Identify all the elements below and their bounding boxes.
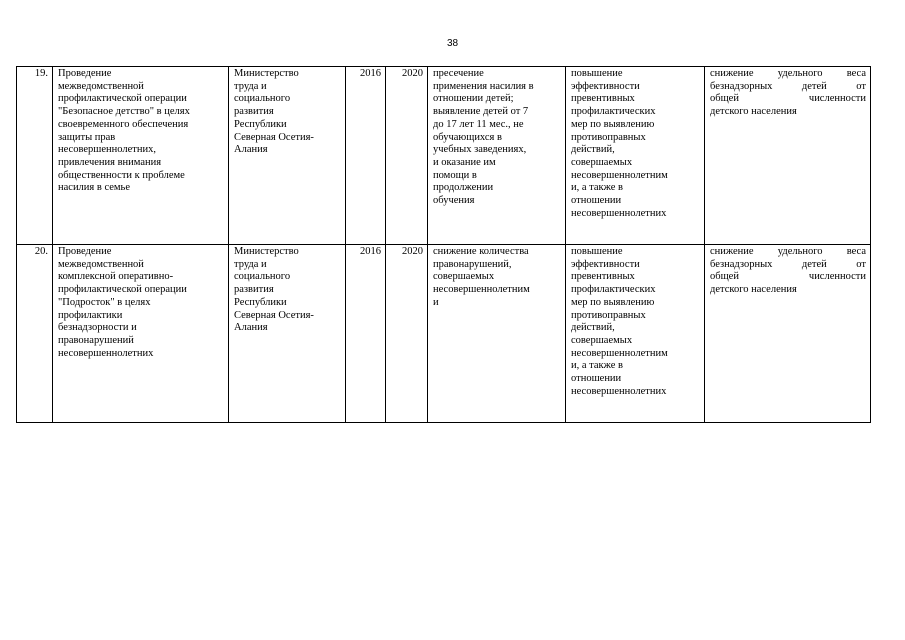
cell-line: безнадзорных детей от xyxy=(710,258,866,270)
cell-line: своевременного обеспечения xyxy=(58,118,189,130)
cell-line: противоправных xyxy=(571,309,646,321)
cell-line: несовершеннолетним xyxy=(433,284,530,296)
cell-line: Алания xyxy=(234,144,268,156)
cell-line: учебных заведениях, xyxy=(433,144,527,156)
cell-line: социального xyxy=(234,271,291,283)
cell-line: Министерство xyxy=(234,68,299,79)
cell-line: и оказание им xyxy=(433,156,496,168)
expected-result-cell xyxy=(428,245,566,423)
cell-line: профилактической операции xyxy=(58,93,187,105)
executor-cell xyxy=(229,245,346,423)
indicator-cell xyxy=(705,67,871,245)
cell-line: "Подросток" в целях xyxy=(58,296,151,308)
cell-line: Северная Осетия- xyxy=(234,309,314,321)
cell-line: и xyxy=(433,296,439,308)
cell-line: обучения xyxy=(433,195,475,207)
page-number: 38 xyxy=(446,38,459,49)
cell-line: несовершеннолетних, xyxy=(58,144,156,156)
cell-line: применения насилия в xyxy=(433,80,534,92)
cell-line: защиты прав xyxy=(58,131,116,143)
cell-line: и, а также в xyxy=(571,182,623,194)
cell-line: помощи в xyxy=(433,169,477,181)
cell-line: эффективности xyxy=(571,80,640,92)
cell-line: развития xyxy=(234,284,274,296)
cell-line: профилактической операции xyxy=(58,284,187,296)
cell-line: профилактики xyxy=(58,309,123,321)
row-number-cell: 20. xyxy=(17,245,53,423)
effect-cell xyxy=(566,245,705,423)
cell-line: действий, xyxy=(571,144,615,156)
cell-line: насилия в семье xyxy=(58,182,130,194)
cell-line: труда и xyxy=(234,258,267,270)
cell-line: безнадзорных детей от xyxy=(710,80,866,92)
cell-line: совершаемых xyxy=(433,271,495,283)
cell-line: несовершеннолетним xyxy=(571,169,668,181)
cell-line: привлечения внимания xyxy=(58,156,162,168)
cell-line: труда и xyxy=(234,80,267,92)
cell-line: мер по выявлению xyxy=(571,118,655,130)
cell-line: профилактических xyxy=(571,284,656,296)
cell-line: социального xyxy=(234,93,291,105)
cell-line: снижение удельного веса xyxy=(710,68,866,79)
cell-line: снижение удельного веса xyxy=(710,246,866,257)
cell-line: выявление детей от 7 xyxy=(433,106,529,118)
program-table xyxy=(16,66,871,423)
table-row xyxy=(17,245,871,423)
cell-line: до 17 лет 11 мес., не xyxy=(433,118,524,130)
cell-line: детского населения xyxy=(710,284,797,296)
cell-line: комплексной оперативно- xyxy=(58,271,174,283)
cell-line: несовершеннолетних xyxy=(58,347,154,359)
cell-line: совершаемых xyxy=(571,156,633,168)
cell-line: снижение количества xyxy=(433,246,529,257)
table-row xyxy=(17,67,871,245)
event-cell xyxy=(53,67,229,245)
cell-line: превентивных xyxy=(571,93,635,105)
cell-line: Министерство xyxy=(234,246,299,257)
cell-line: межведомственной xyxy=(58,80,144,92)
cell-line: повышение xyxy=(571,68,623,79)
end-year-cell: 2020 xyxy=(386,245,428,423)
cell-line: совершаемых xyxy=(571,334,633,346)
cell-line: отношении xyxy=(571,195,622,207)
cell-line: безнадзорности и xyxy=(58,322,137,334)
cell-line: Алания xyxy=(234,322,268,334)
cell-line: противоправных xyxy=(571,131,646,143)
expected-result-cell xyxy=(428,67,566,245)
cell-line: пресечение xyxy=(433,68,484,79)
cell-line: Республики xyxy=(234,296,287,308)
executor-cell xyxy=(229,67,346,245)
cell-line: мер по выявлению xyxy=(571,296,655,308)
cell-line: Проведение xyxy=(58,246,112,257)
start-year-cell: 2016 xyxy=(346,245,386,423)
cell-line: несовершеннолетним xyxy=(571,347,668,359)
cell-line: повышение xyxy=(571,246,623,257)
cell-line: общественности к проблеме xyxy=(58,169,185,181)
cell-line: общей численности xyxy=(710,93,866,105)
cell-line: несовершеннолетних xyxy=(571,207,667,219)
cell-line: и, а также в xyxy=(571,360,623,372)
event-cell xyxy=(53,245,229,423)
effect-cell xyxy=(566,67,705,245)
indicator-cell xyxy=(705,245,871,423)
cell-line: "Безопасное детство" в целях xyxy=(58,106,190,118)
cell-line: общей численности xyxy=(710,271,866,283)
cell-line: профилактических xyxy=(571,106,656,118)
cell-line: действий, xyxy=(571,322,615,334)
cell-line: отношении детей; xyxy=(433,93,514,105)
cell-line: детского населения xyxy=(710,106,797,118)
cell-line: несовершеннолетних xyxy=(571,385,667,397)
start-year-cell: 2016 xyxy=(346,67,386,245)
cell-line: эффективности xyxy=(571,258,640,270)
cell-line: продолжении xyxy=(433,182,494,194)
cell-line: Республики xyxy=(234,118,287,130)
cell-line: правонарушений, xyxy=(433,258,512,270)
cell-line: правонарушений xyxy=(58,334,134,346)
row-number-cell: 19. xyxy=(17,67,53,245)
cell-line: Северная Осетия- xyxy=(234,131,314,143)
cell-line: межведомственной xyxy=(58,258,144,270)
cell-line: обучающихся в xyxy=(433,131,502,143)
cell-line: превентивных xyxy=(571,271,635,283)
cell-line: Проведение xyxy=(58,68,112,79)
cell-line: развития xyxy=(234,106,274,118)
end-year-cell: 2020 xyxy=(386,67,428,245)
cell-line: отношении xyxy=(571,373,622,385)
